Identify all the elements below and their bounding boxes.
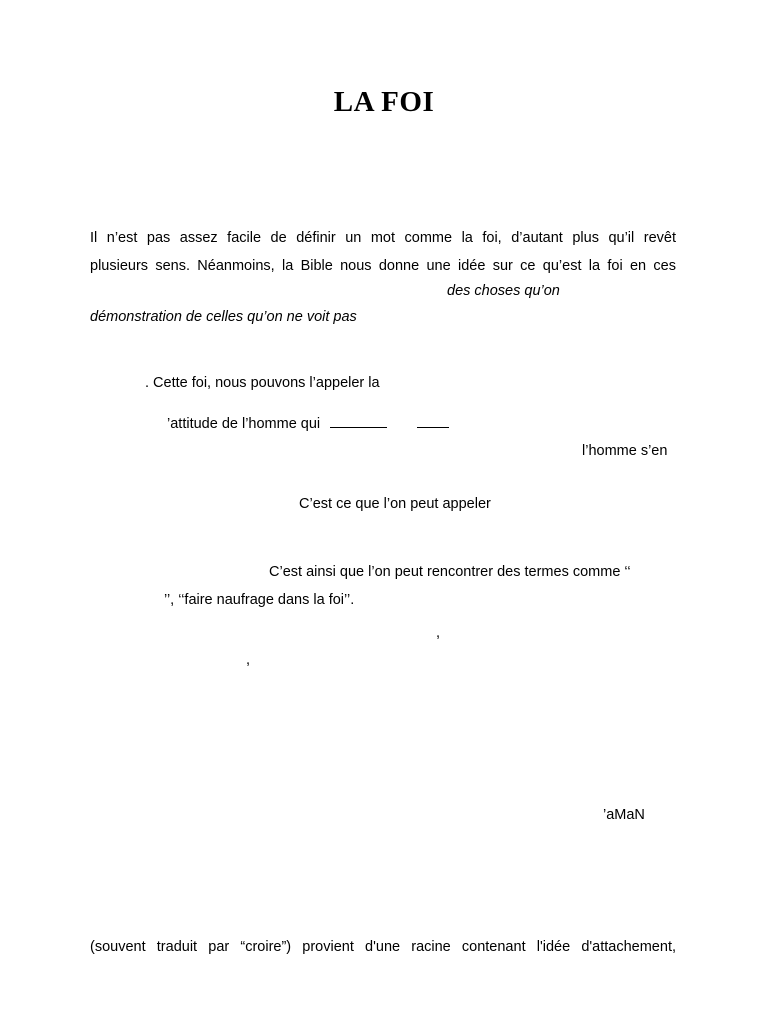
hebrew-term: ’aMaN xyxy=(603,807,645,823)
text-fragment xyxy=(167,415,449,433)
paragraph-line: plusieurs sens. Néanmoins, la Bible nous donne une idée sur ce qu’est la foi en ces xyxy=(90,258,676,274)
paragraph-line: (souvent traduit par “croire”) provient d'une racine contenant l'idée d'attachement, xyxy=(90,939,676,955)
text-fragment: C’est ce que l’on peut appeler xyxy=(299,496,491,512)
blank-line xyxy=(330,415,387,428)
text-fragment: ’’, ‘‘faire naufrage dans la foi’’. xyxy=(164,592,355,608)
text-fragment: l’homme s’en xyxy=(582,443,668,459)
comma-fragment: , xyxy=(436,625,441,641)
italic-fragment: démonstration de celles qu’on ne voit pas xyxy=(90,309,357,325)
italic-fragment: des choses qu’on xyxy=(447,283,560,299)
page-title: LA FOI xyxy=(333,86,435,118)
text-fragment: . Cette foi, nous pouvons l’appeler la xyxy=(145,375,380,391)
paragraph-line: Il n’est pas assez facile de définir un mot comme la foi, d’autant plus qu’il revêt xyxy=(90,230,676,246)
blank-line xyxy=(417,415,449,428)
comma-fragment: , xyxy=(246,652,251,668)
text-fragment-label: ’attitude de l’homme qui xyxy=(167,416,321,432)
text-fragment: C’est ainsi que l’on peut rencontrer des termes comme ‘‘ xyxy=(269,564,631,580)
